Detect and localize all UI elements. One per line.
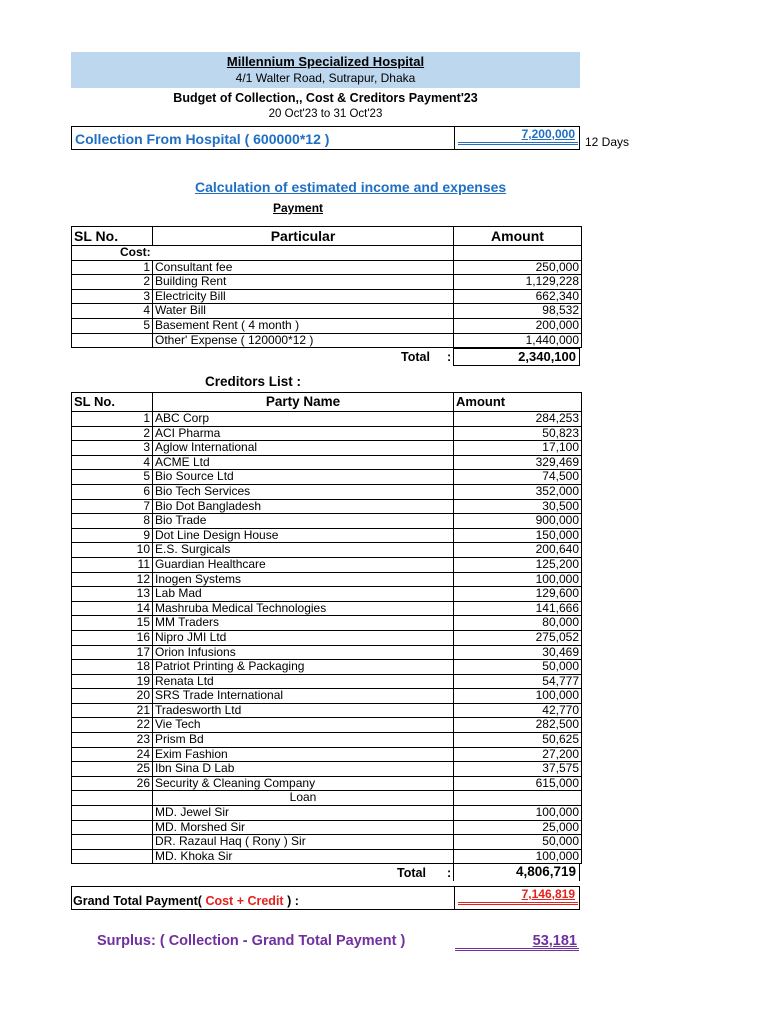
creditor-amount: 42,770 [454,703,582,718]
creditor-sl: 2 [72,426,153,441]
creditor-name: Bio Dot Bangladesh [153,499,454,514]
cost-item-row [72,333,582,348]
creditor-sl: 20 [72,689,153,704]
loan-row [72,791,582,806]
creditor-amount: 900,000 [454,514,582,529]
creditor-name: Ibn Sina D Lab [153,762,454,777]
creditor-row [72,426,582,441]
creditor-name: Bio Source Ltd [153,470,454,485]
creditor-row [72,572,582,587]
creditor-sl: 7 [72,499,153,514]
creditor-row [72,455,582,470]
hospital-address: 4/1 Walter Road, Sutrapur, Dhaka [235,71,416,85]
creditor-sl: 10 [72,543,153,558]
cost-item-sl: 2 [72,275,153,290]
budget-title: Budget of Collection,, Cost & Creditors Payment'23 [173,91,478,105]
creditor-sl: 21 [72,703,153,718]
cost-item-name: Other' Expense ( 120000*12 ) [153,333,454,348]
payment-total-label: Total [401,350,430,364]
creditor-amount: 329,469 [454,455,582,470]
creditors-table-header [72,393,582,412]
creditor-name: Inogen Systems [153,572,454,587]
creditor-amount: 27,200 [454,747,582,762]
creditor-amount: 37,575 [454,762,582,777]
creditor-sl: 22 [72,718,153,733]
loan-item-sl [72,835,153,850]
creditors-header-party: Party Name [153,393,454,412]
creditor-row [72,484,582,499]
creditor-amount: 284,253 [454,412,582,427]
surplus-value: 53,181 [532,933,577,949]
creditor-row [72,514,582,529]
creditor-amount: 615,000 [454,776,582,791]
creditor-amount: 352,000 [454,484,582,499]
cost-item-row [72,260,582,275]
cost-item-sl: 4 [72,304,153,319]
creditors-table [71,392,582,864]
cost-section-row [72,246,582,261]
loan-item-sl [72,849,153,864]
creditor-row [72,557,582,572]
creditor-amount: 30,500 [454,499,582,514]
creditor-name: Renata Ltd [153,674,454,689]
collection-divider [454,127,455,149]
loan-label: Loan [153,791,454,806]
creditor-name: Security & Cleaning Company [153,776,454,791]
collection-label: Collection From Hospital ( 600000*12 ) [75,131,330,147]
creditor-sl: 6 [72,484,153,499]
loan-item-row [72,835,582,850]
creditor-row [72,674,582,689]
loan-item-amount: 50,000 [454,835,582,850]
payment-total-colon: : [447,350,452,364]
creditor-row [72,645,582,660]
creditor-sl: 9 [72,528,153,543]
hospital-header [71,52,580,88]
cost-item-name: Consultant fee [153,260,454,275]
budget-period: 20 Oct'23 to 31 Oct'23 [268,108,383,120]
creditor-amount: 100,000 [454,689,582,704]
grand-total-suffix: ) : [287,894,299,908]
creditor-sl: 18 [72,660,153,675]
creditor-sl: 13 [72,587,153,602]
cost-item-row [72,318,582,333]
creditor-amount: 50,823 [454,426,582,441]
header-particular: Particular [153,227,454,246]
creditor-row [72,660,582,675]
loan-item-sl [72,820,153,835]
cost-item-amount: 200,000 [454,318,582,333]
cost-item-row [72,304,582,319]
creditor-amount: 200,640 [454,543,582,558]
cost-item-name: Water Bill [153,304,454,319]
creditor-amount: 100,000 [454,572,582,587]
cost-item-sl: 1 [72,260,153,275]
creditor-sl: 12 [72,572,153,587]
creditor-name: ABC Corp [153,412,454,427]
loan-item-row [72,820,582,835]
creditor-sl: 19 [72,674,153,689]
creditor-row [72,616,582,631]
creditor-name: Bio Tech Services [153,484,454,499]
creditor-amount: 50,000 [454,660,582,675]
creditor-name: Exim Fashion [153,747,454,762]
creditors-heading: Creditors List : [205,374,302,389]
creditor-name: Lab Mad [153,587,454,602]
loan-sl [72,791,153,806]
collection-value: 7,200,000 [521,127,575,141]
grand-total-red: Cost + Credit [201,894,288,908]
loan-item-name: MD. Morshed Sir [153,820,454,835]
creditor-amount: 141,666 [454,601,582,616]
cost-item-sl: 5 [72,318,153,333]
creditor-row [72,412,582,427]
loan-item-name: MD. Khoka Sir [153,849,454,864]
creditor-amount: 54,777 [454,674,582,689]
cost-item-amount: 1,129,228 [454,275,582,290]
creditor-sl: 26 [72,776,153,791]
grand-total-divider [454,887,455,909]
loan-item-amount: 100,000 [454,849,582,864]
cost-section-amount [454,246,582,261]
creditor-name: Tradesworth Ltd [153,703,454,718]
creditor-sl: 25 [72,762,153,777]
creditor-sl: 15 [72,616,153,631]
creditor-sl: 1 [72,412,153,427]
header-amount: Amount [454,227,582,246]
creditor-name: ACI Pharma [153,426,454,441]
creditor-row [72,470,582,485]
cost-item-sl [72,333,153,348]
creditor-amount: 125,200 [454,557,582,572]
creditor-row [72,733,582,748]
grand-total-box [71,886,580,910]
creditor-name: Orion Infusions [153,645,454,660]
creditor-sl: 24 [72,747,153,762]
creditor-row [72,689,582,704]
surplus-label: Surplus: ( Collection - Grand Total Payment ) [97,933,406,949]
payment-total-value: 2,340,100 [453,348,580,366]
loan-item-name: MD. Jewel Sir [153,806,454,821]
cost-item-amount: 98,532 [454,304,582,319]
creditor-amount: 150,000 [454,528,582,543]
creditor-name: ACME Ltd [153,455,454,470]
creditor-row [72,587,582,602]
cost-item-name: Basement Rent ( 4 month ) [153,318,454,333]
collection-box [71,126,580,150]
creditor-name: Nipro JMI Ltd [153,630,454,645]
creditor-name: Mashruba Medical Technologies [153,601,454,616]
creditor-name: Aglow International [153,441,454,456]
creditor-amount: 30,469 [454,645,582,660]
creditor-amount: 50,625 [454,733,582,748]
loan-item-row [72,806,582,821]
loan-item-row [72,849,582,864]
grand-total-prefix: Grand Total Payment( [73,894,202,908]
creditor-name: Guardian Healthcare [153,557,454,572]
cost-item-row [72,289,582,304]
calc-heading: Calculation of estimated income and expenses [195,179,507,195]
creditors-total-colon: : [447,866,452,880]
loan-item-name: DR. Razaul Haq ( Rony ) Sir [153,835,454,850]
creditor-amount: 74,500 [454,470,582,485]
grand-total-double-underline [458,902,578,905]
cost-item-amount: 1,440,000 [454,333,582,348]
creditor-row [72,543,582,558]
creditor-sl: 8 [72,514,153,529]
creditor-row [72,762,582,777]
cost-item-name: Building Rent [153,275,454,290]
loan-item-amount: 100,000 [454,806,582,821]
creditor-row [72,747,582,762]
creditor-name: Patriot Printing & Packaging [153,660,454,675]
loan-item-amount: 25,000 [454,820,582,835]
loan-item-sl [72,806,153,821]
payment-table [71,226,582,348]
cost-item-row [72,275,582,290]
creditor-sl: 11 [72,557,153,572]
creditor-sl: 16 [72,630,153,645]
creditor-amount: 275,052 [454,630,582,645]
creditor-sl: 14 [72,601,153,616]
creditor-amount: 80,000 [454,616,582,631]
header-sl: SL No. [72,227,153,246]
creditors-header-amount: Amount [454,393,582,412]
creditors-total-label: Total [397,866,426,880]
creditor-row [72,601,582,616]
creditor-sl: 4 [72,455,153,470]
creditor-name: Dot Line Design House [153,528,454,543]
creditor-name: SRS Trade International [153,689,454,704]
hospital-name: Millennium Specialized Hospital [226,54,425,69]
collection-double-underline [458,142,578,145]
surplus-double-underline [455,948,579,951]
creditors-header-sl: SL No. [72,393,153,412]
creditor-name: E.S. Surgicals [153,543,454,558]
payment-table-header [72,227,582,246]
creditor-amount: 129,600 [454,587,582,602]
payment-total-row [71,348,581,366]
creditors-total-value: 4,806,719 [453,863,580,881]
creditor-row [72,703,582,718]
creditor-sl: 23 [72,733,153,748]
loan-amount [454,791,582,806]
creditor-row [72,441,582,456]
creditor-name: Bio Trade [153,514,454,529]
cost-item-name: Electricity Bill [153,289,454,304]
creditor-sl: 5 [72,470,153,485]
cost-item-amount: 250,000 [454,260,582,275]
creditor-row [72,630,582,645]
creditor-row [72,499,582,514]
creditor-amount: 282,500 [454,718,582,733]
creditor-amount: 17,100 [454,441,582,456]
payment-label: Payment [273,201,324,215]
grand-total-value: 7,146,819 [521,887,575,901]
creditor-row [72,718,582,733]
creditors-total-row [71,863,581,881]
creditor-row [72,776,582,791]
creditor-row [72,528,582,543]
creditor-sl: 17 [72,645,153,660]
grand-total-label [73,894,299,908]
creditor-sl: 3 [72,441,153,456]
collection-days: 12 Days [585,135,630,149]
creditor-name: Prism Bd [153,733,454,748]
creditor-name: Vie Tech [153,718,454,733]
cost-section-label: Cost: [72,246,454,261]
cost-item-sl: 3 [72,289,153,304]
creditor-name: MM Traders [153,616,454,631]
cost-item-amount: 662,340 [454,289,582,304]
